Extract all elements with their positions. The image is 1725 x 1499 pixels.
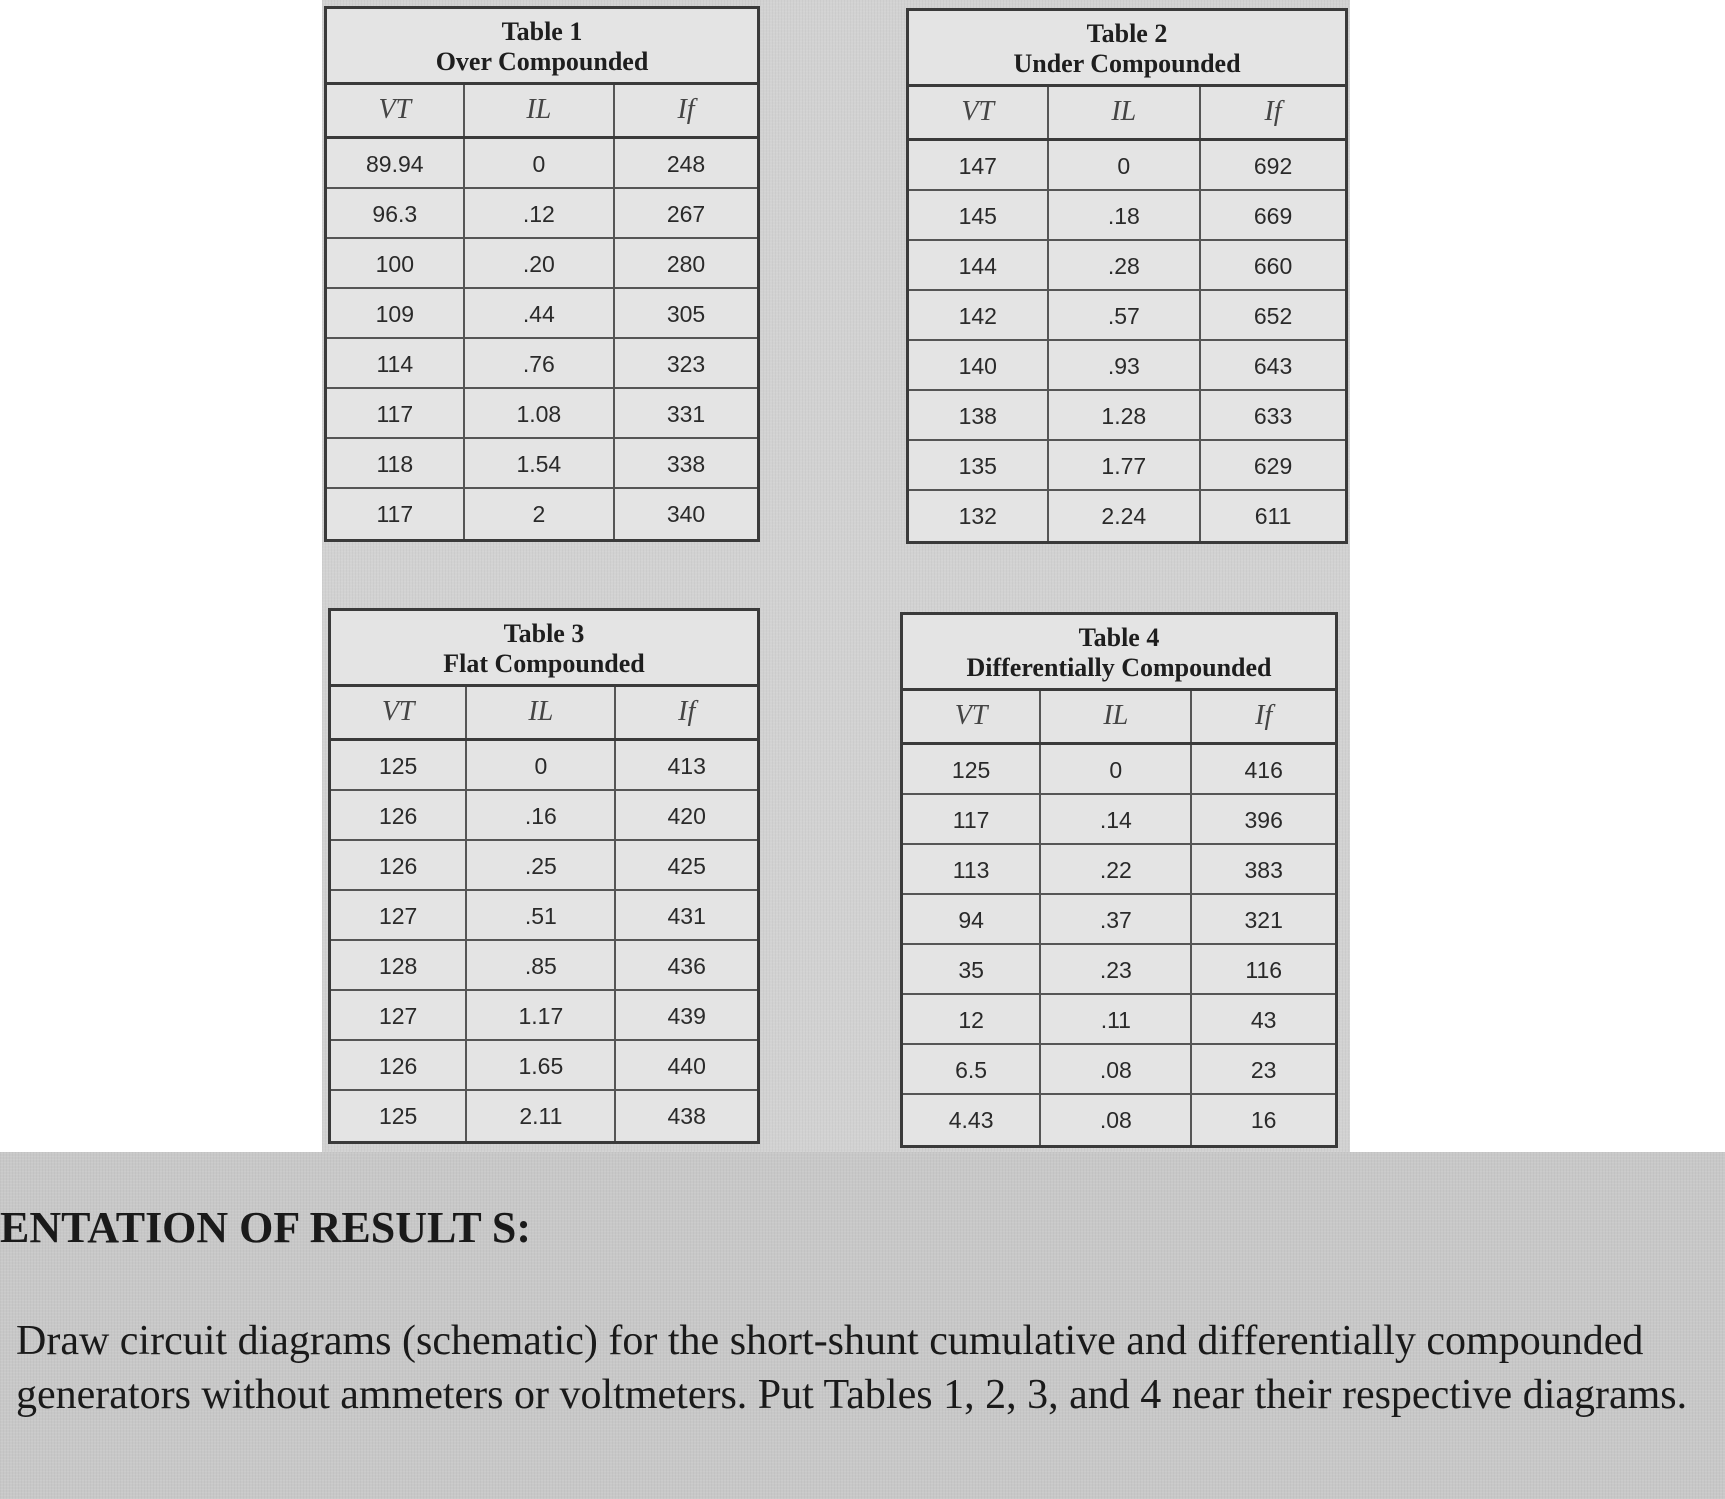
table-row [903,945,1335,995]
cell-if: 280 [666,251,706,277]
header-if: If [677,94,695,125]
table-row [903,995,1335,1045]
cell-if: 383 [1244,857,1283,883]
cell-il: 1.08 [465,389,616,439]
table-4 [900,612,1338,1148]
cell-il: 0 [467,741,616,791]
cell-il: 0 [465,139,616,189]
table-row [909,191,1345,241]
cell-il: 2.24 [1049,491,1202,541]
table-row [903,1045,1335,1095]
cell-vt: 145 [909,191,1049,241]
header-il: IL [467,687,616,738]
cell-il: .14 [1041,795,1192,845]
table-row [909,141,1345,191]
cell-vt: 144 [909,241,1049,291]
cell-vt: 117 [327,389,465,439]
cell-if: 436 [667,953,706,979]
cell-il: 1.54 [465,439,616,489]
table-row [331,1041,757,1091]
cell-vt: 109 [327,289,465,339]
cell-vt: 147 [909,141,1049,191]
cell-vt: 113 [903,845,1041,895]
cell-if: 431 [667,903,706,929]
table-title-block [327,9,757,85]
table-2 [906,8,1348,544]
cell-il: 1.28 [1049,391,1202,441]
cell-vt: 132 [909,491,1049,541]
cell-vt: 128 [331,941,467,991]
cell-if: 248 [666,151,706,177]
cell-vt: 35 [903,945,1041,995]
cell-vt: 126 [331,841,467,891]
table-row [331,991,757,1041]
cell-vt: 138 [909,391,1049,441]
cell-il: .37 [1041,895,1192,945]
cell-il: .51 [467,891,616,941]
cell-vt: 4.43 [903,1095,1041,1145]
table-row [327,339,757,389]
cell-vt: 117 [903,795,1041,845]
section-heading: ENTATION OF RESULT S: [0,1203,532,1252]
header-vt: VT [331,687,467,738]
instruction-text: Draw circuit diagrams (schematic) for the short-shunt cumulative and differentially compounded generators without ammeters or voltmeters. Put Tables 1, 2, 3, and 4 near their respective diagrams. [16,1318,1688,1418]
table-1 [324,6,760,542]
cell-vt: 96.3 [327,189,465,239]
header-if: If [1255,700,1273,731]
cell-vt: 89.94 [327,139,465,189]
cell-il: .08 [1041,1045,1192,1095]
table-title: Table 4 [1078,623,1160,652]
cell-il: .16 [467,791,616,841]
cell-vt: 126 [331,791,467,841]
cell-vt: 142 [909,291,1049,341]
table-title-block [331,611,757,687]
table-row [327,489,757,539]
cell-il: .25 [467,841,616,891]
cell-if: 305 [666,301,706,327]
table-title-block [903,615,1335,691]
header-il: IL [465,85,616,136]
header-il: IL [1049,87,1202,138]
cell-vt: 117 [327,489,465,539]
table-title: Table 1 [501,17,583,46]
table-row [909,241,1345,291]
table-row [331,791,757,841]
table-header-row [909,87,1345,141]
cell-il: .08 [1041,1095,1192,1145]
cell-if: 16 [1250,1107,1277,1133]
tables-area [322,0,1350,1152]
table-row [327,439,757,489]
cell-il: .76 [465,339,616,389]
cell-vt: 114 [327,339,465,389]
table-row [909,491,1345,541]
cell-vt: 140 [909,341,1049,391]
cell-il: .28 [1049,241,1202,291]
cell-if: 416 [1244,757,1283,783]
cell-il: 1.65 [467,1041,616,1091]
table-subtitle: Under Compounded [1013,49,1241,78]
header-vt: VT [903,691,1041,742]
header-vt: VT [327,85,465,136]
cell-il: .23 [1041,945,1192,995]
table-row [327,239,757,289]
cell-il: 0 [1049,141,1202,191]
cell-il: 2.11 [467,1091,616,1141]
cell-il: 0 [1041,745,1192,795]
cell-vt: 118 [327,439,465,489]
cell-vt: 127 [331,891,467,941]
cell-vt: 125 [331,741,467,791]
cell-if: 439 [667,1003,706,1029]
cell-if: 116 [1245,957,1283,983]
cell-if: 660 [1253,253,1293,279]
cell-if: 338 [666,451,706,477]
cell-vt: 6.5 [903,1045,1041,1095]
cell-il: .22 [1041,845,1192,895]
cell-if: 633 [1253,403,1293,429]
cell-vt: 135 [909,441,1049,491]
table-row [909,391,1345,441]
table-row [909,341,1345,391]
table-row [331,1091,757,1141]
table-row [327,389,757,439]
cell-if: 629 [1253,453,1293,479]
cell-il: .57 [1049,291,1202,341]
table-row [903,745,1335,795]
cell-if: 413 [667,753,706,779]
table-row [331,941,757,991]
table-row [327,289,757,339]
table-row [331,891,757,941]
cell-vt: 125 [331,1091,467,1141]
cell-vt: 126 [331,1041,467,1091]
cell-vt: 125 [903,745,1041,795]
table-title-block [909,11,1345,87]
cell-vt: 12 [903,995,1041,1045]
table-row [903,845,1335,895]
cell-il: .18 [1049,191,1202,241]
cell-if: 43 [1250,1007,1277,1033]
cell-if: 669 [1253,203,1293,229]
cell-vt: 127 [331,991,467,1041]
table-header-row [331,687,757,741]
cell-if: 440 [667,1053,706,1079]
cell-if: 396 [1244,807,1283,833]
cell-if: 267 [666,201,706,227]
table-3 [328,608,760,1144]
header-if: If [1264,96,1282,127]
cell-if: 321 [1244,907,1283,933]
cell-if: 425 [667,853,706,879]
cell-il: .85 [467,941,616,991]
results-section [0,1152,1725,1499]
table-subtitle: Over Compounded [435,47,649,76]
header-if: If [678,696,696,727]
cell-if: 23 [1250,1057,1277,1083]
cell-il: .93 [1049,341,1202,391]
table-subtitle: Flat Compounded [443,649,645,678]
cell-il: .44 [465,289,616,339]
header-vt: VT [909,87,1049,138]
cell-if: 420 [667,803,706,829]
cell-il: .11 [1041,995,1192,1045]
cell-if: 438 [667,1103,706,1129]
table-row [331,741,757,791]
table-row [327,139,757,189]
header-il: IL [1041,691,1192,742]
cell-vt: 94 [903,895,1041,945]
cell-il: 1.77 [1049,441,1202,491]
cell-if: 340 [666,501,706,527]
cell-il: 1.17 [467,991,616,1041]
table-row [903,1095,1335,1145]
cell-if: 652 [1253,303,1293,329]
table-row [331,841,757,891]
cell-if: 323 [666,351,706,377]
cell-if: 643 [1253,353,1293,379]
cell-if: 692 [1253,153,1293,179]
cell-vt: 100 [327,239,465,289]
cell-if: 611 [1254,503,1292,529]
table-title: Table 3 [503,619,585,648]
table-subtitle: Differentially Compounded [966,653,1272,682]
cell-if: 331 [666,401,706,427]
table-title: Table 2 [1086,19,1168,48]
cell-il: .12 [465,189,616,239]
cell-il: 2 [465,489,616,539]
table-row [909,291,1345,341]
table-header-row [903,691,1335,745]
table-row [903,895,1335,945]
table-row [903,795,1335,845]
table-row [327,189,757,239]
cell-il: .20 [465,239,616,289]
table-header-row [327,85,757,139]
table-row [909,441,1345,491]
